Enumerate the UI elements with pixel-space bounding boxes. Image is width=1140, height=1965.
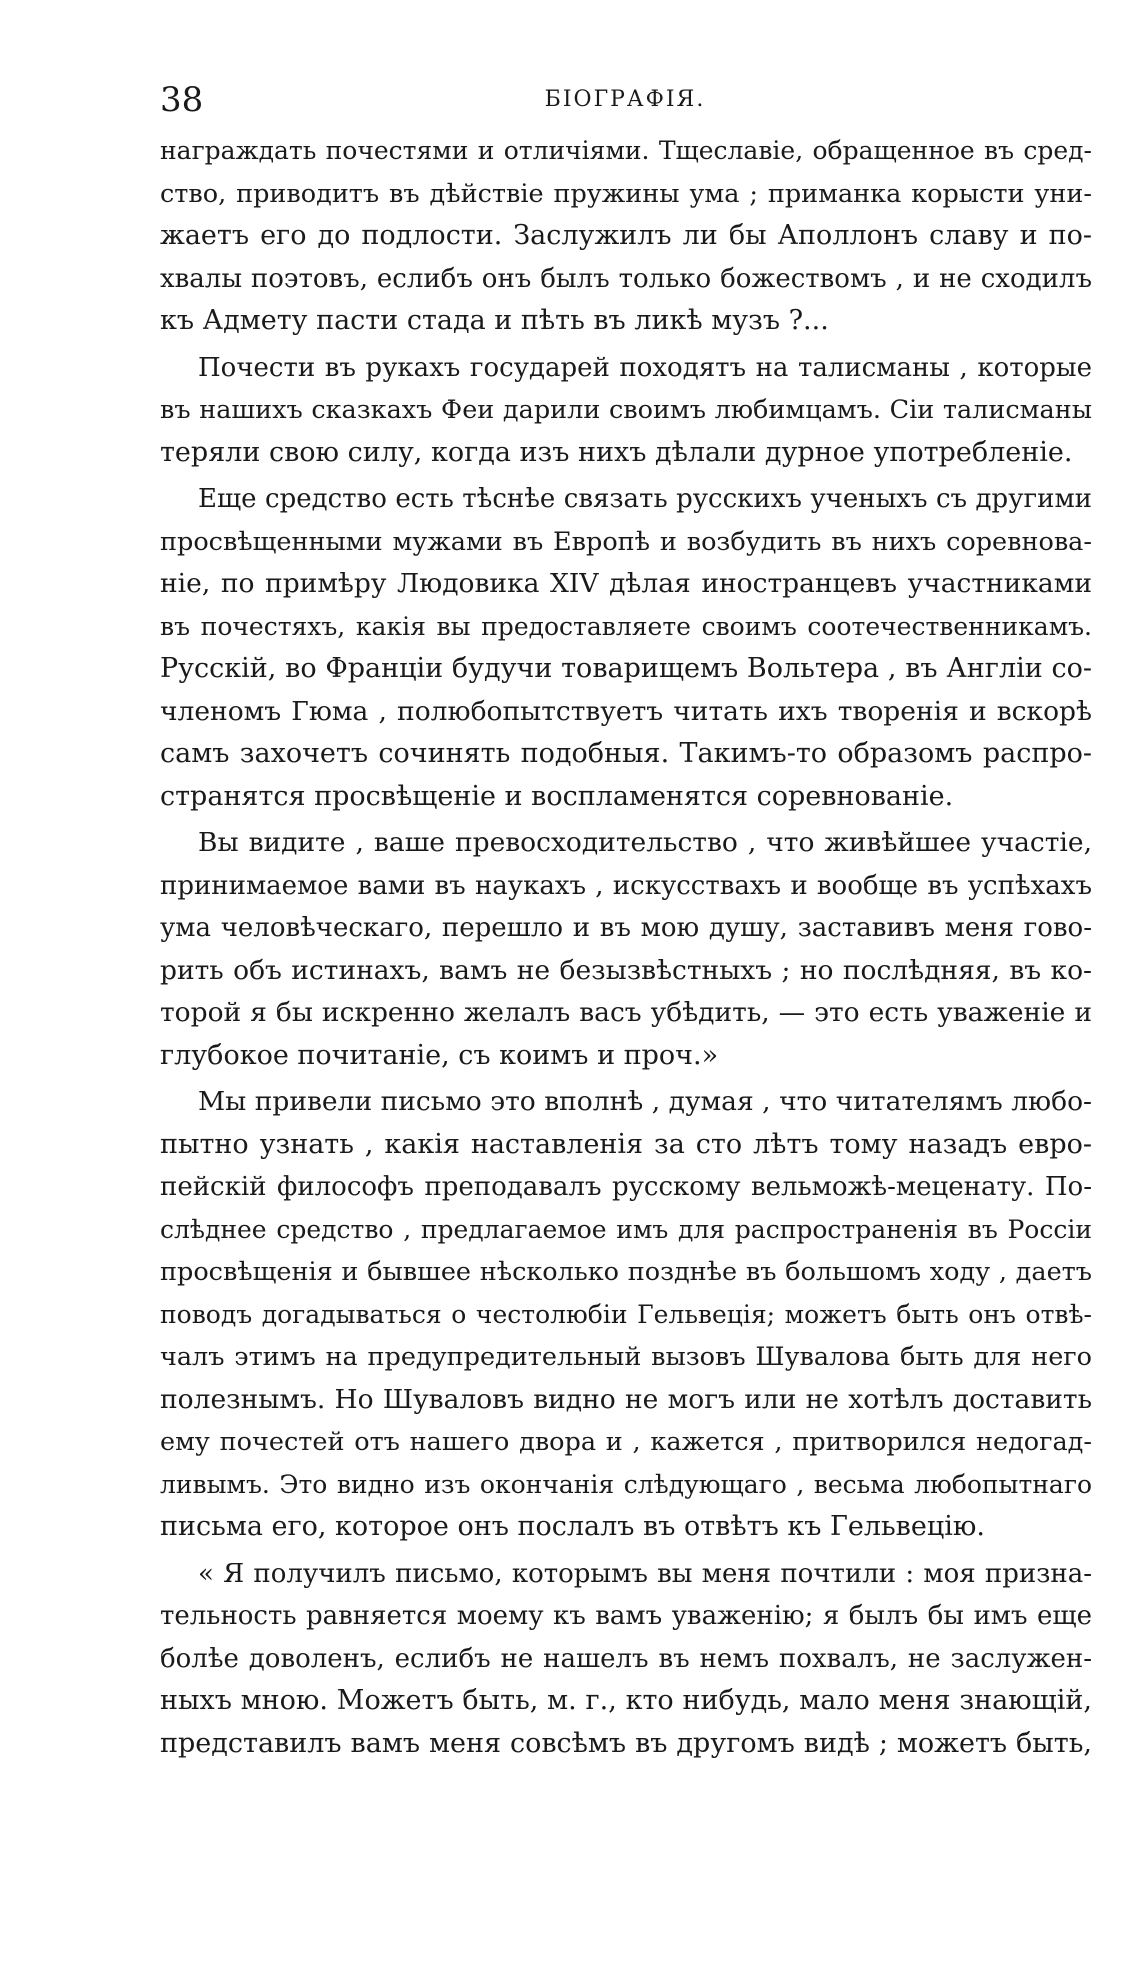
- text-line: тельность равняется моему къ вамъ уваженію; я былъ бы имъ еще: [160, 1601, 1092, 1631]
- text-line: « Я получилъ письмо, которымъ вы меня почтили : моя призна-: [198, 1558, 1092, 1589]
- text-line: жаетъ его до подлости. Заслужилъ ли бы Аполлонъ славу и по-: [160, 220, 1092, 251]
- text-line: просвѣщенія и бывшее нѣсколько позднѣе въ большомъ ходу , даетъ: [160, 1257, 1092, 1287]
- text-line: пытно узнать , какія наставленія за сто лѣтъ тому назадъ евро-: [160, 1128, 1092, 1160]
- text-line: просвѣщенными мужами въ Европѣ и возбудить въ нихъ соревнова-: [160, 526, 1092, 557]
- body-text: [160, 130, 1092, 1769]
- text-line: ныхъ мною. Можетъ быть, м. г., кто нибудь, мало меня знающій,: [160, 1685, 1092, 1716]
- paragraph-5: [160, 1081, 1092, 1549]
- text-line: самъ захочетъ сочинять подобныя. Такимъ-то образомъ распро-: [160, 738, 1092, 769]
- text-line: теряли свою силу, когда изъ нихъ дѣлали дурное употребленіе.: [160, 436, 1073, 468]
- text-line: ство, приводитъ въ дѣйствіе пружины ума ; приманка корысти уни-: [160, 178, 1092, 209]
- text-line: поводъ догадываться о честолюбіи Гельвеція; можетъ быть онъ отвѣ-: [160, 1299, 1092, 1329]
- text-line: странятся просвѣщеніе и воспламенятся соревнованіе.: [160, 780, 954, 812]
- text-line: рить объ истинахъ, вамъ не безызвѣстныхъ ; но послѣдняя, въ ко-: [160, 954, 1092, 986]
- text-line: письма его, которое онъ послалъ въ отвѣтъ къ Гельвецію.: [160, 1511, 985, 1542]
- text-line: ему почестей отъ нашего двора и , кажется , притворился недогад-: [160, 1427, 1092, 1457]
- text-line: ніе, по примѣру Людовика XIV дѣлая иностранцевъ участниками: [160, 568, 1092, 599]
- text-line: въ почестяхъ, какія вы предоставляете своимъ соотечественникамъ.: [160, 611, 1092, 641]
- text-line: хвалы поэтовъ, еслибъ онъ былъ только божествомъ , и не сходилъ: [160, 263, 1092, 294]
- paragraph-3: [160, 478, 1092, 818]
- text-line: членомъ Гюма , полюбопытствуетъ читать ихъ творенія и вскорѣ: [160, 695, 1092, 727]
- text-line: къ Адмету пасти стада и пѣть въ ликѣ музъ ?...: [160, 305, 829, 336]
- text-line: Русскій, во Франціи будучи товарищемъ Вольтера , въ Англіи со-: [160, 653, 1092, 684]
- text-line: пейскій философъ преподавалъ русскому вельможѣ-меценату. По-: [160, 1172, 1092, 1202]
- running-title: БІОГРАФІЯ.: [544, 87, 706, 112]
- paragraph-1: [160, 130, 1092, 343]
- text-line: Почести въ рукахъ государей походятъ на талисманы , которые: [198, 352, 1092, 383]
- text-line: представилъ вамъ меня совсѣмъ въ другомъ видѣ ; можетъ быть,: [160, 1727, 1092, 1759]
- running-head: [160, 80, 1090, 120]
- paragraph-4: [160, 822, 1092, 1077]
- text-line: Вы видите , ваше превосходительство , что живѣйшее участіе,: [198, 827, 1092, 858]
- text-line: чалъ этимъ на предупредительный вызовъ Шувалова быть для него: [160, 1342, 1092, 1372]
- text-line: торой я бы искренно желалъ васъ убѣдить, — это есть уваженіе и: [160, 997, 1092, 1028]
- text-line: болѣе доволенъ, еслибъ не нашелъ въ немъ похвалъ, не заслужен-: [160, 1643, 1092, 1674]
- text-line: Еще средство есть тѣснѣе связать русскихъ ученыхъ съ другими: [198, 484, 1092, 514]
- paragraph-6: [160, 1553, 1092, 1766]
- text-line: Мы привели письмо это вполнѣ , думая , что читателямъ любо-: [198, 1086, 1092, 1117]
- text-line: слѣднее средство , предлагаемое имъ для распространенія въ Россіи: [160, 1214, 1092, 1244]
- paragraph-2: [160, 347, 1092, 475]
- text-line: въ нашихъ сказкахъ Феи дарили своимъ любимцамъ. Сіи талисманы: [160, 395, 1092, 425]
- text-line: глубокое почитаніе, съ коимъ и проч.»: [160, 1039, 719, 1071]
- text-line: награждать почестями и отличіями. Тщеславіе, обращенное въ сред-: [160, 136, 1092, 165]
- page-number: 38: [160, 80, 204, 120]
- text-line: ума человѣческаго, перешло и въ мою душу, заставивъ меня гово-: [160, 913, 1092, 943]
- text-line: полезнымъ. Но Шуваловъ видно не могъ или не хотѣлъ доставить: [160, 1383, 1092, 1415]
- text-line: принимаемое вами въ наукахъ , искусствахъ и вообще въ успѣхахъ: [160, 870, 1092, 901]
- text-line: ливымъ. Это видно изъ окончанія слѣдующаго , весьма любопытнаго: [160, 1469, 1092, 1499]
